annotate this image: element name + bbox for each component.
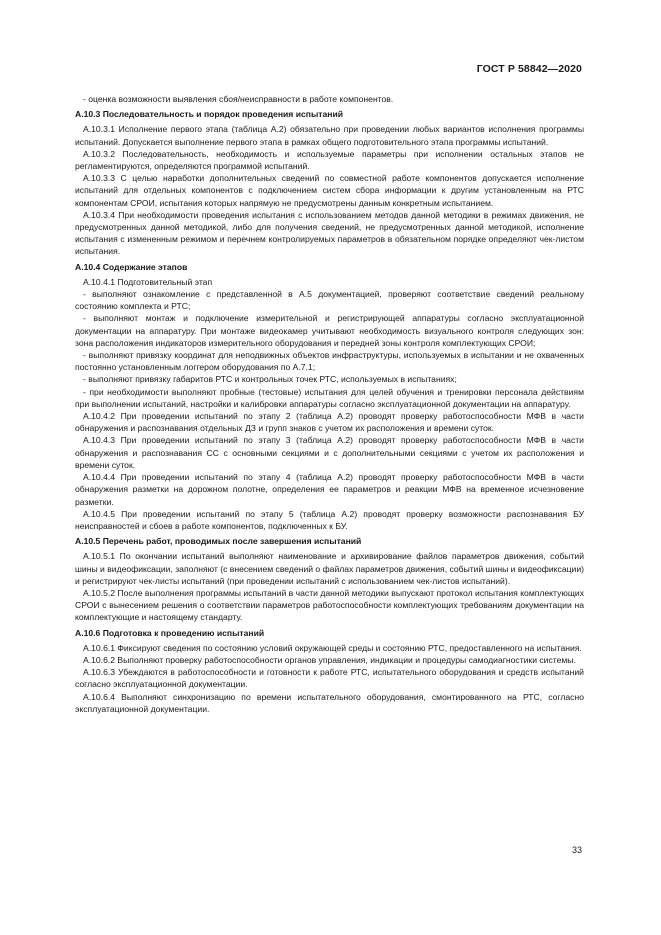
section-heading: А.10.6 Подготовка к проведению испытаний [75, 627, 265, 638]
section-heading: А.10.3 Последовательность и порядок проведения испытаний [75, 109, 344, 120]
list-item: - выполняют привязку координат для неподвижных объектов инфраструктуры, используемых в испытании и не охваченных постоянно установленным логгером оборудования по А.7.1; [75, 350, 584, 373]
paragraph: А.10.6.1 Фиксируют сведения по состоянию условий окружающей среды и состоянию РТС, предоставленного на испытания. [83, 642, 582, 653]
document-body [75, 93, 584, 715]
paragraph: А.10.6.2 Выполняют проверку работоспособности органов управления, индикации и процедуры самодиагностики системы. [83, 654, 576, 665]
paragraph: А.10.4.4 При проведении испытаний по этапу 4 (таблица А.2) проводят проверку работоспособности МФВ в части обнаружения разметки на дорожном полотне, определения ее параметров и реакции МФВ на временное исчезновение разметки. [75, 472, 584, 507]
paragraph: - оценка возможности выявления сбоя/неисправности в работе компонентов. [83, 94, 394, 104]
page-number: 33 [571, 845, 582, 855]
section-heading: А.10.4 Содержание этапов [75, 261, 188, 272]
list-item: - при необходимости выполняют пробные (тестовые) испытания для целей обучения и тренировки персонала действиям при выполнении испытаний, настройки и калибровки аппаратуры согласно эксплуатационной документации на аппаратуру. [75, 386, 584, 409]
paragraph: А.10.4.2 При проведении испытаний по этапу 2 (таблица А.2) проводят проверку работоспособности МФВ в части обнаружения и распознавания отдельных ДЗ и групп знаков с учетом их расположения и времени суток. [75, 411, 584, 434]
paragraph: А.10.5.1 По окончании испытаний выполняют наименование и архивирование файлов параметров движения, событий шины и видеофиксации, заполняют (с внесением сведений о файлах параметров движения, событий шины и видеофиксации) и регистрируют чек-листы испытаний (при проведении испытаний с использованием чек-листов испытаний). [75, 551, 584, 586]
standard-code-header: ГОСТ Р 58842—2020 [476, 63, 582, 75]
section-heading: А.10.5 Перечень работ, проводимых после завершения испытаний [75, 536, 362, 547]
paragraph: А.10.3.1 Исполнение первого этапа (таблица А.2) обязательно при проведении любых вариантов исполнения программы испытаний. Допускается выполнение первого этапа в рамках общего подготовительного этапа программы испытаний. [75, 124, 584, 147]
paragraph: А.10.6.3 Убеждаются в работоспособности и готовности к работе РТС, испытательного оборудования и средств испытаний согласно эксплуатационной документации. [75, 667, 584, 690]
list-item: - выполняют привязку габаритов РТС и контрольных точек РТС, используемых в испытаниях; [83, 374, 457, 385]
paragraph: А.10.5.2 После выполнения программы испытаний в части данной методики выпускают протокол испытания комплектующих СРОИ с вынесением решения о соответствии параметров работоспособности комплектующих требованиям документации на комплектующие и настоящему стандарту. [75, 587, 584, 623]
paragraph: А.10.6.4 Выполняют синхронизацию по времени испытательного оборудования, смонтированного на РТС, согласно эксплуатационной документации. [75, 691, 584, 714]
paragraph: А.10.3.3 С целью наработки дополнительных сведений по совместной работе компонентов допускается исполнение испытаний для отдельных компонентов с подключением систем сбора информации к другим установленным на РТС компонентам СРОИ, испытания которых напрямую не предусмотрены данным конкретным испытанием. [75, 173, 584, 208]
paragraph: А.10.4.3 При проведении испытаний по этапу 3 (таблица А.2) проводят проверку работоспособности МФВ в части обнаружения и распознавания СС с основными секциями и с дополнительными секциями с учетом их расположения и времени суток. [75, 435, 584, 470]
list-item: - выполняют монтаж и подключение измерительной и регистрирующей аппаратуры согласно эксплуатационной документации на аппаратуру. При монтаже видеокамер учитывают необходимость визуального контроля следующих зон: зона расположения индикаторов измерительного оборудования и передней зоны контроля комплектующих СРОИ; [75, 313, 584, 348]
list-item: - выполняют ознакомление с представленной в А.5 документацией, проверяют соответствие сведений реальному состоянию комплекта и РТС; [75, 289, 584, 312]
paragraph: А.10.4.5 При проведении испытаний по этапу 5 (таблица А.2) проводят проверку возможности распознавания БУ неисправностей и сбоев в работе компонентов, подключенных к БУ. [75, 508, 584, 531]
paragraph: А.10.3.2 Последовательность, необходимость и используемые параметры при исполнении остальных этапов не регламентируются, определяются программой испытаний. [75, 148, 584, 172]
paragraph: А.10.4.1 Подготовительный этап [83, 276, 213, 287]
paragraph: А.10.3.4 При необходимости проведения испытания с использованием методов данной методики в режимах движения, не предусмотренных данной методикой, либо для получения сведений, не предусмотренных данной методикой, исполнение испытания с измененным режимом и перечнем контролируемых параметров в обязательном порядке определяют чек-листом испытания. [75, 209, 584, 257]
